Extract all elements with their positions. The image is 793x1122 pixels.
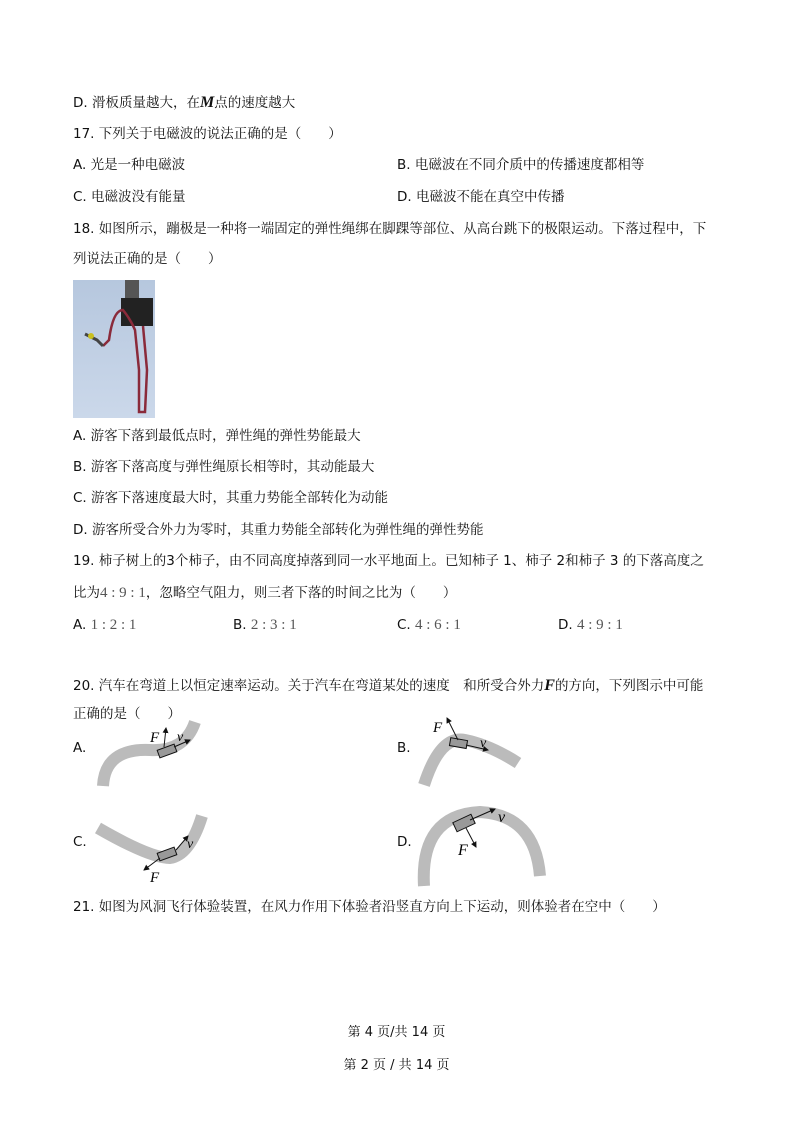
variable: F [544,677,555,694]
q18-option-c: C. 游客下落速度最大时，其重力势能全部转化为动能 [73,490,389,506]
q17-option-d: D. 电磁波不能在真空中传播 [397,189,565,205]
force-label: F [150,730,160,746]
q17-option-a: A. 光是一种电磁波 [73,157,186,173]
value: 4 : 6 : 1 [415,617,461,633]
value: 2 : 3 : 1 [250,617,297,633]
q20-option-c-label: C. [73,834,87,850]
diagram-c [98,816,202,886]
velocity-label: v [187,837,194,852]
q20-option-b-label: B. [397,740,411,756]
force-label: F [458,842,468,859]
page-footer-inner: 第 4 页/共 14 页 [347,1025,446,1040]
text: 20. 汽车在弯道上以恒定速率运动。关于汽车在弯道某处的速度 和所受合外力 [73,678,545,694]
q17-option-c: C. 电磁波没有能量 [73,189,186,205]
text: ，忽略空气阻力，则三者下落的时间之比为（ ） [145,585,457,601]
diagram-a [103,722,195,786]
q18-option-b: B. 游客下落高度与弹性绳原长相等时，其动能最大 [73,459,375,475]
value: 1 : 2 : 1 [90,617,137,633]
q17-option-b: B. 电磁波在不同介质中的传播速度都相等 [397,157,645,173]
q18-option-d: D. 游客所受合外力为零时，其重力势能全部转化为弹性绳的弹性势能 [73,522,484,538]
velocity-label: v [498,809,506,826]
variable: M [199,94,215,111]
text: 的方向，下列图示中可能 [554,678,704,694]
q20-option-d-label: D. [397,834,412,850]
force-label: F [150,870,160,886]
q20-option-a-label: A. [73,740,87,756]
ratio: 4 : 9 : 1 [100,585,146,601]
label: D. [558,617,573,633]
page-footer-outer: 第 2 页 / 共 14 页 [343,1058,450,1073]
label: B. [233,617,247,633]
value: 4 : 9 : 1 [576,617,623,633]
text: 比为 [73,585,100,601]
q18-option-a: A. 游客下落到最低点时，弹性绳的弹性势能最大 [73,428,361,444]
diagram-d [424,809,540,886]
q18-stem-line2: 列说法正确的是（ ） [73,251,222,267]
q21-stem: 21. 如图为风洞飞行体验装置，在风力作用下体验者沿竖直方向上下运动，则体验者在空中（ ） [73,899,666,915]
q17-stem: 17. 下列关于电磁波的说法正确的是（ ） [73,126,342,142]
q19-stem-line1: 19. 柿子树上的3个柿子，由不同高度掉落到同一水平地面上。已知柿子 1、柿子 2和柿子 3 的下落高度之 [73,553,704,569]
force-label: F [433,720,443,736]
label: A. [73,617,87,633]
velocity-label: v [177,730,184,745]
label: C. [397,617,411,633]
velocity-label: v [480,736,487,751]
diagram-b [424,718,518,785]
text: D. 滑板质量越大，在 [73,95,200,111]
q18-stem-line1: 18. 如图所示，蹦极是一种将一端固定的弹性绳绑在脚踝等部位、从高台跳下的极限运动。下落过程中，下 [73,221,707,237]
q20-stem-line2: 正确的是（ ） [73,706,181,722]
text: 点的速度越大 [214,95,296,111]
